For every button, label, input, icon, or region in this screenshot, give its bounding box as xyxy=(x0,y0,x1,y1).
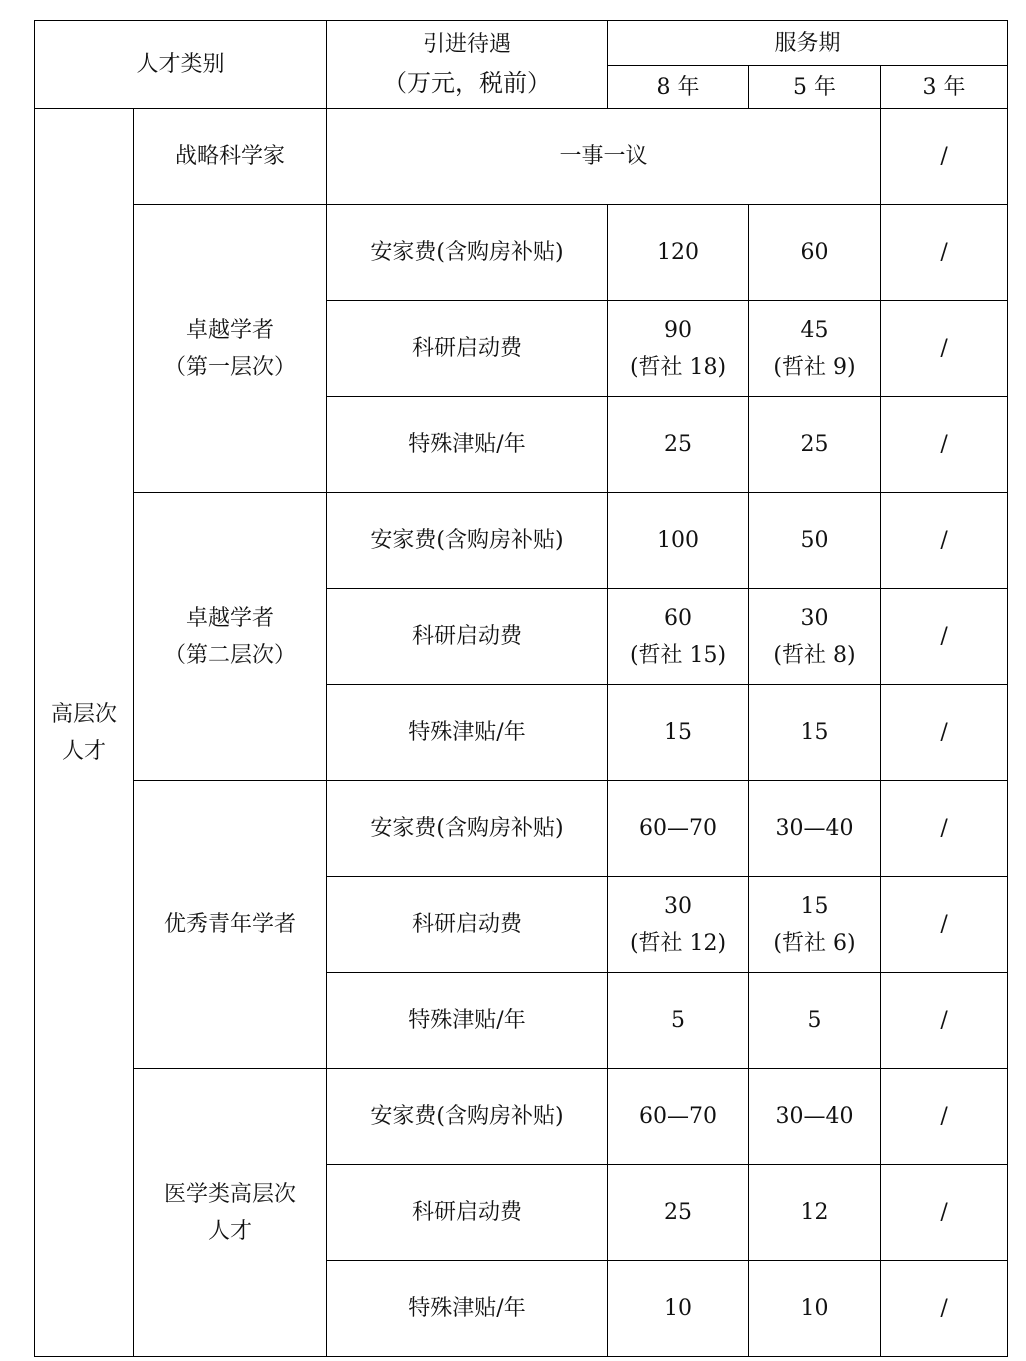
header-service-period-label: 服务期 xyxy=(774,30,841,56)
group-name: 医学类高层次 xyxy=(164,1181,297,1207)
value-8y-main: 25 xyxy=(664,432,693,457)
value-3y: / xyxy=(881,1165,1008,1261)
strategic-y3: / xyxy=(881,109,1008,205)
value-5y-main: 5 xyxy=(807,1008,822,1033)
group-level: （第二层次） xyxy=(164,642,297,668)
value-8y xyxy=(608,493,749,589)
header-service-period xyxy=(608,21,1008,66)
value-3y: / xyxy=(881,877,1008,973)
value-8y-main: 10 xyxy=(664,1296,693,1321)
header-treatment-label: 引进待遇 xyxy=(423,32,512,57)
item-name: 特殊津贴/年 xyxy=(327,685,608,781)
value-8y-main: 30 xyxy=(664,893,693,919)
value-8y-main: 5 xyxy=(671,1008,686,1033)
value-8y xyxy=(608,205,749,301)
value-8y-main: 100 xyxy=(657,528,700,553)
value-8y xyxy=(608,1261,749,1357)
value-5y-main: 30—40 xyxy=(775,816,854,841)
group-name-cell xyxy=(134,493,327,781)
value-5y-main: 15 xyxy=(800,720,829,745)
value-5y xyxy=(749,685,881,781)
value-5y-main: 10 xyxy=(800,1296,829,1321)
value-8y-main: 90 xyxy=(664,317,693,343)
value-5y-main: 60 xyxy=(800,240,829,265)
table-row xyxy=(35,493,1008,589)
value-5y xyxy=(749,1261,881,1357)
item-name: 特殊津贴/年 xyxy=(327,1261,608,1357)
header-treatment-unit: （万元，税前） xyxy=(383,69,552,97)
value-5y-main: 25 xyxy=(800,432,829,457)
value-8y-main: 60—70 xyxy=(639,1104,718,1129)
value-8y xyxy=(608,973,749,1069)
group-name-2: 人才 xyxy=(208,1218,253,1244)
value-8y-main: 120 xyxy=(657,240,700,265)
value-8y xyxy=(608,781,749,877)
item-name: 安家费(含购房补贴) xyxy=(327,1069,608,1165)
top-category-cell xyxy=(35,109,134,1357)
value-8y-main: 60—70 xyxy=(639,816,718,841)
value-8y xyxy=(608,1069,749,1165)
value-3y: / xyxy=(881,589,1008,685)
value-5y xyxy=(749,1165,881,1261)
header-year-5: 5 年 xyxy=(749,66,881,109)
value-5y-social: (哲社 6) xyxy=(773,930,856,956)
value-5y-main: 15 xyxy=(800,893,829,919)
value-8y xyxy=(608,685,749,781)
strategic-treatment: 一事一议 xyxy=(327,109,881,205)
group-name-cell xyxy=(134,205,327,493)
value-5y xyxy=(749,301,881,397)
item-name: 特殊津贴/年 xyxy=(327,973,608,1069)
value-8y xyxy=(608,877,749,973)
table-row xyxy=(35,1069,1008,1165)
value-5y xyxy=(749,493,881,589)
value-8y-social: (哲社 15) xyxy=(629,642,727,668)
value-8y xyxy=(608,301,749,397)
table-row xyxy=(35,205,1008,301)
top-category-label-2: 人才 xyxy=(61,738,106,764)
value-5y-main: 50 xyxy=(800,528,829,553)
value-5y xyxy=(749,205,881,301)
item-name: 科研启动费 xyxy=(327,1165,608,1261)
header-category-label: 人才类别 xyxy=(136,52,225,77)
group-name-cell xyxy=(134,1069,327,1357)
value-5y xyxy=(749,589,881,685)
group-name: 卓越学者 xyxy=(186,317,275,343)
value-5y-main: 30 xyxy=(800,605,829,631)
value-3y: / xyxy=(881,1069,1008,1165)
header-treatment xyxy=(327,21,608,109)
item-name: 安家费(含购房补贴) xyxy=(327,493,608,589)
table-row xyxy=(35,781,1008,877)
item-name: 安家费(含购房补贴) xyxy=(327,205,608,301)
value-8y-main: 15 xyxy=(664,720,693,745)
value-8y xyxy=(608,1165,749,1261)
value-3y: / xyxy=(881,1261,1008,1357)
item-name: 科研启动费 xyxy=(327,301,608,397)
header-row-1 xyxy=(35,21,1008,66)
value-5y xyxy=(749,1069,881,1165)
strategic-name: 战略科学家 xyxy=(134,109,327,205)
value-8y-social: (哲社 18) xyxy=(629,354,727,380)
value-3y: / xyxy=(881,781,1008,877)
header-year-8: 8 年 xyxy=(608,66,749,109)
value-3y: / xyxy=(881,973,1008,1069)
table-row xyxy=(35,109,1008,205)
header-year-3: 3 年 xyxy=(881,66,1008,109)
item-name: 科研启动费 xyxy=(327,589,608,685)
value-5y-main: 12 xyxy=(800,1200,829,1225)
value-3y: / xyxy=(881,685,1008,781)
talent-treatment-table xyxy=(34,20,1008,1357)
value-5y-main: 30—40 xyxy=(775,1104,854,1129)
value-5y-social: (哲社 9) xyxy=(773,354,856,380)
value-3y: / xyxy=(881,493,1008,589)
value-8y xyxy=(608,397,749,493)
group-name: 优秀青年学者 xyxy=(164,912,297,937)
value-8y-main: 60 xyxy=(664,605,693,631)
item-name: 安家费(含购房补贴) xyxy=(327,781,608,877)
value-5y xyxy=(749,397,881,493)
value-5y-main: 45 xyxy=(800,317,829,343)
value-3y: / xyxy=(881,397,1008,493)
value-8y-main: 25 xyxy=(664,1200,693,1225)
group-name-cell xyxy=(134,781,327,1069)
value-8y-social: (哲社 12) xyxy=(629,930,727,956)
value-3y: / xyxy=(881,205,1008,301)
value-5y xyxy=(749,973,881,1069)
group-name: 卓越学者 xyxy=(186,605,275,631)
header-category xyxy=(35,21,327,109)
group-level: （第一层次） xyxy=(164,354,297,380)
value-3y: / xyxy=(881,301,1008,397)
top-category-label: 高层次 xyxy=(50,701,117,727)
value-5y xyxy=(749,877,881,973)
item-name: 特殊津贴/年 xyxy=(327,397,608,493)
value-5y xyxy=(749,781,881,877)
value-8y xyxy=(608,589,749,685)
item-name: 科研启动费 xyxy=(327,877,608,973)
value-5y-social: (哲社 8) xyxy=(773,642,856,668)
